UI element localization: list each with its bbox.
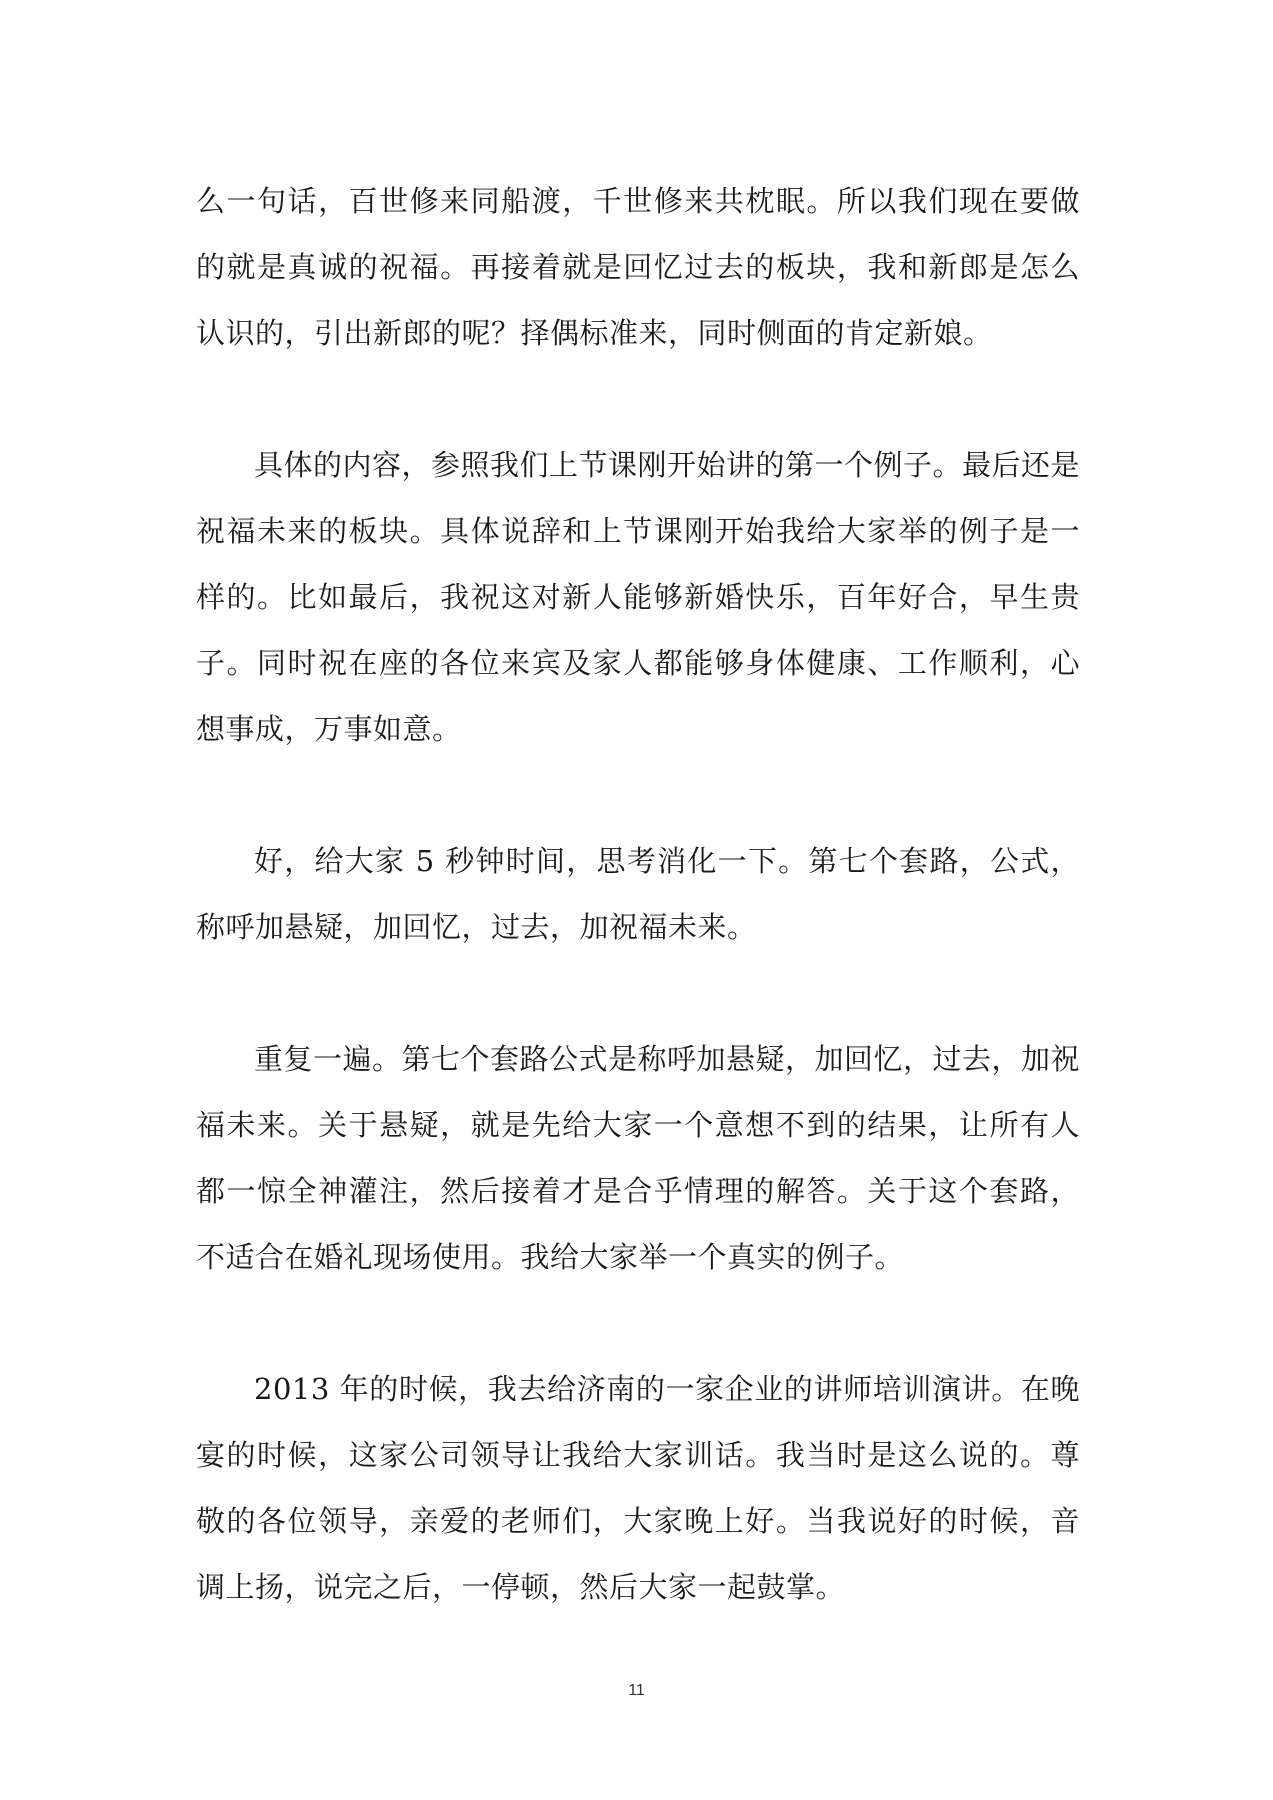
paragraph: 2013 年的时候，我去给济南的一家企业的讲师培训演讲。在晚宴的时候，这家公司领导让我给大家训话。我当时是这么说的。尊敬的各位领导，亲爱的老师们，大家晚上好。当我说好的时候，音调上扬，说完之后，一停顿，然后大家一起鼓掌。 (196, 1372, 1080, 1604)
paragraph-gap (196, 1290, 1080, 1356)
paragraph: 具体的内容，参照我们上节课刚开始讲的第一个例子。最后还是祝福未来的板块。具体说辞和上节课刚开始我给大家举的例子是一样的。比如最后，我祝这对新人能够新婚快乐，百年好合，早生贵子。同时祝在座的各位来宾及家人都能够身体健康、工作顺利，心想事成，万事如意。 (196, 448, 1081, 746)
paragraph-gap (196, 366, 1080, 432)
paragraph: 重复一遍。第七个套路公式是称呼加悬疑，加回忆，过去，加祝福未来。关于悬疑，就是先给大家一个意想不到的结果，让所有人都一惊全神灌注，然后接着才是合乎情理的解答。关于这个套路，不适合在婚礼现场使用。我给大家举一个真实的例子。 (196, 1042, 1081, 1274)
paragraph-gap (196, 762, 1080, 828)
paragraph-gap (196, 960, 1080, 1026)
paragraph: 好，给大家 5 秒钟时间，思考消化一下。第七个套路，公式，称呼加悬疑，加回忆，过去，加祝福未来。 (196, 844, 1080, 944)
page-number: 11 (628, 1682, 645, 1699)
paragraph-continuation: 么一句话，百世修来同船渡，千世修来共枕眠。所以我们现在要做的就是真诚的祝福。再接着就是回忆过去的板块，我和新郎是怎么认识的，引出新郎的呢？择偶标准来，同时侧面的肯定新娘。 (196, 184, 1080, 350)
body-text (196, 168, 1080, 1620)
